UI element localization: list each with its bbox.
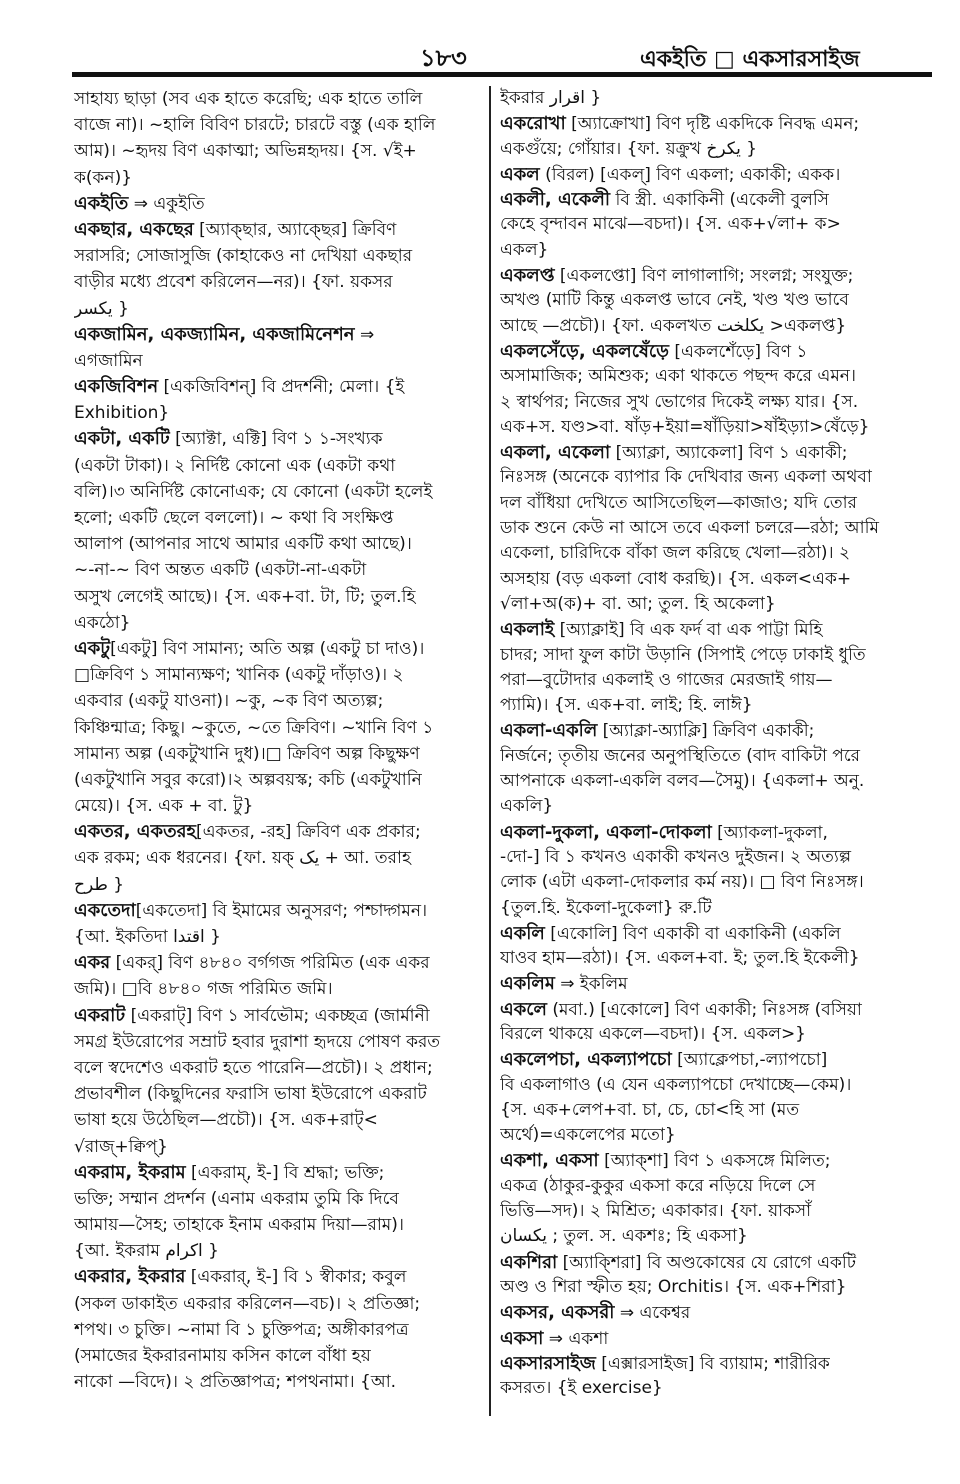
definition-text: প্রভাবশীল (কিছুদিনের ফরাসি ভাষা ইউরোপে একরাট [74,1084,427,1105]
dictionary-line [74,845,479,871]
definition-text: ডাক শুনে কেউ না আসে তবে একলা চলরে—রঠা; আমি [500,518,879,539]
dictionary-line [74,86,479,112]
definition-text: আছে —প্রচৌ)। {ফা. একলখত يكلخت >একলপ্ত} [500,315,847,336]
dictionary-line [500,1098,932,1123]
dictionary-line [74,479,479,505]
headword: একর [74,952,111,974]
dictionary-line [500,1022,932,1047]
definition-text: (বিরল) [একল্] বিণ একলা; একাকী; একক। [539,164,841,185]
definition-text: লোক (এটা একলা-দোকলার কর্ম নয়)। □ বিণ নিঃসঙ্গ। [500,872,864,893]
dictionary-line [500,643,932,668]
definition-text: অণ্ড ও শিরা স্ফীত হয়; Orchitis। {স. এক+শিরা} [500,1276,847,1297]
definition-text: আলাপ (আপনার সাথে আমার একটি কথা আছে)। [74,534,412,555]
dictionary-line [500,288,932,313]
dictionary-line [500,415,932,440]
definition-text: ভাষা হয়ে উঠেছিল—প্রচৌ)। {স. এক+রাট্< [74,1110,378,1131]
definition-text: কিঞ্চিন্মাত্র; কিছু। ~কুতে, ~তে ক্রিবিণ। ~খানি বিণ ১ [74,717,434,738]
headword: একলা, একেলা [500,442,611,464]
dictionary-line [500,263,932,288]
definition-text: [অ্যাকলা-দুকলা, [711,822,828,843]
definition-text: সমগ্র ইউরোপের সম্রাট হবার দুরাশা হৃদয়ে পোষণ করত [74,1031,441,1052]
definition-text: Exhibition} [74,403,170,424]
dictionary-line [500,592,932,617]
headword: একশা, একসা [500,1150,599,1172]
definition-text: অসহায় (বড় একলা বোধ করছি)। {স. একল<এক+ [500,568,852,589]
dictionary-line [74,819,479,845]
definition-text: নাকো —বিদে)। ২ প্রতিজ্ঞাপত্র; শপথনামা। {আ. [74,1372,397,1393]
definition-text: □ক্রিবিণ ১ সামান্যক্ষণ; খানিক (একটু দাঁড়াও)। ২ [74,665,404,686]
definition-text: {তুল.হি. ইকেলা-দুকেলা} রু.টি [500,897,712,918]
definition-text: [অ্যাক্টা, এক্টি] বিণ ১ ১-সংখ্যক [169,429,383,450]
dictionary-line [500,111,932,136]
definition-text: নির্জনে; তৃতীয় জনের অনুপস্থিতিতে (বাদ বাকিটা পরে [500,745,861,766]
dictionary-line [500,238,932,263]
definition-text: [একরার্, ই-] বি ১ স্বীকার; কবুল [185,1267,407,1288]
headword: একলি [500,922,545,944]
dictionary-line [74,976,479,1002]
definition-text: প্যামি)। {স. এক+বা. লাই; হি. লাঈ} [500,695,753,716]
definition-text: যাওব হাম—রঠা)। {স. একল+বা. ই; তুল.হি ইকেলী} [500,948,860,969]
definition-text: আম)। ~হৃদয় বিণ একাত্মা; অভিন্নহৃদয়। {স. √ই+ [74,141,417,162]
definition-text: [একর্] বিণ ৪৮৪০ বর্গগজ পরিমিত (এক একর [110,953,430,974]
dictionary-line [500,1224,932,1249]
definition-text: ভক্তি; সম্মান প্রদর্শন (এনাম একরাম তুমি কি দিবে [74,1188,399,1209]
definition-text: জমি)। □বি ৪৮৪০ গজ পরিমিত জমি। [74,979,333,1000]
definition-text: (সকল ডাকাইত একরার করিলেন—বচ)। ২ প্রতিজ্ঞা; [74,1293,421,1314]
dictionary-line [500,1326,932,1351]
definition-text: (একটুখানি সবুর করো)।২ অল্পবয়স্ক; কচি (একটুখানি [74,769,422,790]
dictionary-line [500,491,932,516]
definition-text: সাহায্য ছাড়া (সব এক হাতে করেছি; এক হাতে তালি [74,89,423,109]
headword: একশিরা [500,1251,558,1273]
dictionary-line [74,322,479,348]
dictionary-line [500,1073,932,1098]
headword: একসর, একসরী [500,1302,615,1324]
definition-text: পরা—বুটোদার একলাই ও গাজের মেরজাই গায়— [500,669,833,690]
dictionary-line [74,112,479,138]
definition-text: (মবা.) [একোলে] বিণ একাকী; নিঃসঙ্গ (বসিয়া [546,999,862,1020]
headword: একসা [500,1327,544,1349]
header-rule [72,72,932,77]
dictionary-line [500,1174,932,1199]
definition-text: [একজিবিশন্] বি প্রদর্শনী; মেলা। {ই [158,377,405,398]
dictionary-line [500,617,932,642]
dictionary-line [74,505,479,531]
dictionary-line [500,946,932,971]
dictionary-line [74,1343,479,1369]
dictionary-line [74,715,479,741]
definition-text: একবার (একটু যাওনা)। ~কু, ~ক বিণ অত্যল্প; [74,691,384,712]
headword: একলী, একেলী [500,189,611,211]
dictionary-line [74,636,479,662]
definition-text: অসুখ লেগেই আছে)। {স. এক+বা. টা, টি; তুল.হি [74,586,416,607]
dictionary-line [74,872,479,898]
dictionary-line [74,348,479,374]
left-column [74,86,479,1395]
dictionary-line [74,426,479,452]
definition-text: বি একলাগাও (এ যেন একল্যাপচো দেখাচ্ছে—কেম)। [500,1074,852,1095]
definition-text: يكسان ; তুল. স. একশঃ; হি একসা} [500,1226,748,1247]
dictionary-line [74,1003,479,1029]
dictionary-line [74,767,479,793]
headword: একতেদা [74,899,136,921]
dictionary-line [500,465,932,490]
definition-text: [অ্যাক্লাই] বি এক ফর্দ বা এক পাট্টা মিহি [554,620,823,641]
dictionary-line [74,688,479,714]
headword: একতর, একতরহ [74,821,196,843]
headword: একলসেঁড়ে, একলষেঁড়ে [500,340,669,362]
definition-text: হলো; একটি ছেলে বললো)। ~ কথা বি সংক্ষিপ্ত [74,508,394,528]
dictionary-line [74,138,479,164]
dictionary-line [74,1186,479,1212]
definition-text: ⇒ একশা [543,1328,609,1349]
dictionary-line [74,610,479,636]
page-number: ১৮৩ [420,44,467,72]
definition-text: یکسر } [74,298,129,319]
column-divider [489,86,491,1416]
definition-text: বাড়ীর মধ্যে প্রবেশ করিলেন—নর)। {ফা. য়কসর [74,272,393,293]
definition-text: নিঃসঙ্গ (অনেকে ব্যাপার কি দেখিবার জন্য একলা অথবা [500,467,872,488]
definition-text: এক+স. যণ্ড>বা. ষাঁড়+ইয়া=ষাঁড়িয়া>ষাঁইড়্যা>ষেঁড়ে} [500,416,870,437]
definition-text: [একলশেঁড়ে] বিণ ১ [668,341,808,362]
right-column [500,86,932,1401]
dictionary-line [500,364,932,389]
headword: একলিম [500,973,555,995]
dictionary-line [500,162,932,187]
dictionary-line [500,1148,932,1173]
definition-text: (সমাজের ইকরারনামায় কসিন কালে বাঁধা হয় [74,1346,371,1366]
dictionary-line [500,314,932,339]
definition-text: বলি)।৩ অনির্দিষ্ট কোনোএক; যে কোনো (একটা হলেই [74,481,433,502]
definition-text: বি স্ত্রী. একাকিনী (একেলী বুলসি [610,190,829,211]
dictionary-line [500,390,932,415]
definition-text: [একতর, -রহ] ক্রিবিণ এক প্রকার; [195,822,421,843]
definition-text: কসরত। {ই exercise} [500,1378,663,1399]
dictionary-line [74,1055,479,1081]
headword: একলা-একলি [500,720,598,742]
definition-text: অখণ্ড (মাটি কিন্তু একলপ্ত ভাবে নেই, খণ্ড খণ্ড ভাবে [500,290,849,311]
dictionary-line [74,557,479,583]
dictionary-line [74,400,479,426]
definition-text: [অ্যাক্লা, অ্যাকেলা] বিণ ১ একাকী; [610,443,848,464]
dictionary-line [500,1123,932,1148]
dictionary-line [500,744,932,769]
headword: একছার, একছের [74,218,194,240]
headword: একলপ্ত [500,265,555,287]
headword: একজামিন, একজ্যামিন, একজামিনেশন [74,323,355,345]
definition-text: চাদর; সাদা ফুল কাটা উড়ানি (সিপাই পেড়ে ঢাকাই ধুতি [500,644,866,665]
dictionary-line [74,269,479,295]
dictionary-line [74,374,479,400]
definition-text: ⇒ [354,324,375,345]
dictionary-line [74,584,479,610]
definition-text: [অ্যাক্লেপচা,-ল্যাপচো] [671,1050,828,1071]
dictionary-line [74,898,479,924]
definition-text: অর্থে)=একলেপের মতো} [500,1125,676,1146]
dictionary-line [500,516,932,541]
definition-text: একগুঁয়ে; গোঁয়ার। {ফা. য়ক্রুখ يكرخ } [500,138,758,159]
definition-text: ইকরার اقرار } [500,88,602,108]
headword: একরোখা [500,113,566,135]
headword: একলে [500,998,547,1020]
dictionary-line [74,296,479,322]
dictionary-line [74,662,479,688]
dictionary-line [74,165,479,191]
definition-text: ২ স্বার্থপর; নিজের সুখ ভোগের দিকেই লক্ষ্য যার। {স. [500,391,859,412]
definition-text: [অ্যাক্শিরা] বি অণ্ডকোষের যে রোগে একটি [557,1252,857,1273]
running-head: একইতি □ একসারসাইজ [640,47,860,72]
dictionary-line [74,1029,479,1055]
dictionary-line [74,950,479,976]
definition-text: সরাসরি; সোজাসুজি (কাহাকেও না দেখিয়া একছার [74,246,413,267]
dictionary-line [500,668,932,693]
definition-text: একলি} [500,796,554,817]
dictionary-line [74,1107,479,1133]
dictionary-line [74,191,479,217]
dictionary-line [500,971,932,996]
definition-text: {স. এক+লেপ+বা. চা, চে, চো<হি সা (মত [500,1099,800,1120]
definition-text: [এক্সারসাইজ] বি ব্যায়াম; শারীরিক [595,1353,830,1374]
definition-text: طرح } [74,874,125,895]
dictionary-line [74,1238,479,1264]
definition-text: বলে স্বদেশেও একরাট হতে পারেনি—প্রচৌ)। ২ প্রধান; [74,1057,433,1078]
definition-text: {আ. ইকরাম اكرام } [74,1241,220,1262]
dictionary-line [500,693,932,718]
dictionary-line [500,896,932,921]
headword: একটা, একটি [74,428,170,450]
dictionary-line [74,1317,479,1343]
dictionary-line [500,86,932,111]
dictionary-line [74,1160,479,1186]
definition-text: ক(কন)} [74,167,133,188]
dictionary-line [500,1199,932,1224]
dictionary-line [74,1212,479,1238]
dictionary-line [500,820,932,845]
dictionary-line [500,921,932,946]
dictionary-line [500,1250,932,1275]
definition-text: [অ্যাক্লা-অ্যাক্লি] ক্রিবিণ একাকী; [597,721,815,742]
headword: একল [500,163,540,185]
dictionary-line [500,845,932,870]
dictionary-line [500,718,932,743]
dictionary-line [500,187,932,212]
dictionary-line [74,1081,479,1107]
dictionary-line [74,531,479,557]
dictionary-line [500,997,932,1022]
dictionary-line [500,870,932,895]
definition-text: [একতেদা] বি ইমামের অনুসরণ; পশ্চাদ্গমন। [135,900,428,921]
dictionary-line [500,1047,932,1072]
definition-text: [অ্যাক্শা] বিণ ১ একসঙ্গে মিলিত; [598,1151,831,1172]
dictionary-line [500,339,932,364]
definition-text: মেয়ে)। {স. এক + বা. টু} [74,796,254,817]
dictionary-line [500,567,932,592]
dictionary-line [74,453,479,479]
dictionary-line [500,212,932,237]
definition-text: আমায়—সৈহ; তাহাকে ইনাম একরাম দিয়া—রাম)। [74,1215,404,1236]
headword: একলা-দুকলা, একলা-দোকলা [500,821,712,843]
dictionary-line [74,1134,479,1160]
headword: একজিবিশন [74,376,159,398]
headword: একসারসাইজ [500,1352,596,1374]
dictionary-line [500,769,932,794]
headword: একরার, ইকরার [74,1266,186,1288]
dictionary-line [500,1300,932,1325]
dictionary-line [74,741,479,767]
dictionary-line [500,541,932,566]
definition-text: আপনাকে একলা-একলি বলব—সৈমু)। {একলা+ অনু. [500,771,865,792]
definition-text: ⇒ একুইতি [128,193,205,214]
definition-text: [একরাম্, ই-] বি শ্রদ্ধা; ভক্তি; [185,1162,385,1183]
dictionary-line [500,794,932,819]
definition-text: অসামাজিক; অমিশুক; একা থাকতে পছন্দ করে এমন। [500,366,856,387]
headword: একলাই [500,619,555,641]
definition-text: [একলপ্তো] বিণ লাগালাগি; সংলগ্ন; সংযুক্ত; [554,266,854,287]
dictionary-line [500,1376,932,1401]
definition-text: ⇒ ইকলিম [554,974,628,995]
definition-text: [একরাট্] বিণ ১ সার্বভৌম; একচ্ছত্র (জার্মানী [125,1005,430,1026]
definition-text: {আ. ইকতিদা اقتدا } [74,927,221,947]
definition-text: [একোলি] বিণ একাকী বা একাকিনী (একলি [544,923,841,944]
definition-text: সামান্য অল্প (একটুখানি দুধ)।□ ক্রিবিণ অল্প কিছুক্ষণ [74,743,420,764]
headword: একলেপচা, একল্যাপচো [500,1049,672,1071]
definition-text: [অ্যাক্ছার, অ্যাক্ছের] ক্রিবিণ [193,219,397,240]
definition-text: ভিত্তি—সদ)। ২ মিশ্রিত; একাকার। {ফা. য়াকসাঁ [500,1201,812,1222]
definition-text: [একটু] বিণ সামান্য; অতি অল্প (একটু চা দাও)। [110,638,425,659]
definition-text: √রাজ্+ক্বিপ্} [74,1136,168,1157]
definition-text: বাজে না)। ~হালি বিবিণ চারটে; চারটে বস্তু (এক হালি [74,115,436,136]
definition-text: এগজামিন [74,350,143,371]
definition-text: একত্র (ঠাকুর-কুকুর একসা করে নড়িয়ে দিলে সে [500,1175,816,1196]
definition-text: ⇒ একেশ্বর [614,1303,691,1324]
headword: একইতি [74,192,129,214]
definition-text: [অ্যাক্রোখা] বিণ দৃষ্টি একদিকে নিবদ্ধ এমন; [565,114,860,135]
definition-text: √লা+অ(ক)+ বা. আ; তুল. হি অকেলা} [500,593,776,614]
dictionary-line [74,217,479,243]
dictionary-line [74,243,479,269]
definition-text: শপথ। ৩ চুক্তি। ~নামা বি ১ চুক্তিপত্র; অঙ্গীকারপত্র [74,1319,409,1340]
headword: একরাম, ইকরাম [74,1161,186,1183]
definition-text: বিরলে থাকয়ে একলে—বচদা)। {স. একল>} [500,1023,807,1044]
definition-text: একঠো} [74,612,131,633]
definition-text: একল} [500,239,549,260]
definition-text: ~-না-~ বিণ অন্তত একটি (একটা-না-একটা [74,560,367,581]
dictionary-line [74,1291,479,1317]
headword: একরাট [74,1004,126,1026]
definition-text: একেলা, চারিদিকে বাঁকা জল করিছে খেলা—রঠা)। ২ [500,543,851,564]
definition-text: দল বাঁধিয়া দেখিতে আসিতেছিল—কাজাও; যদি তোর [500,492,857,513]
dictionary-line [500,137,932,162]
definition-text: -দো-] বি ১ কখনও একাকী কখনও দুইজন। ২ অত্যল্প [500,846,851,867]
dictionary-line [500,1275,932,1300]
dictionary-line [74,924,479,950]
dictionary-line [500,440,932,465]
dictionary-line [74,793,479,819]
dictionary-line [74,1264,479,1290]
headword: একটু [74,637,111,659]
dictionary-line [74,1369,479,1395]
definition-text: (একটা টাকা)। ২ নির্দিষ্ট কোনো এক (একটা কথা [74,455,396,476]
definition-text: এক রকম; এক ধরনের। {ফা. য়ক্ يک + আ. তরাহ [74,848,411,869]
definition-text: কেহে বৃন্দাবন মাঝে—বচদা)। {স. এক+√লা+ ক> [500,214,841,235]
dictionary-line [500,1351,932,1376]
